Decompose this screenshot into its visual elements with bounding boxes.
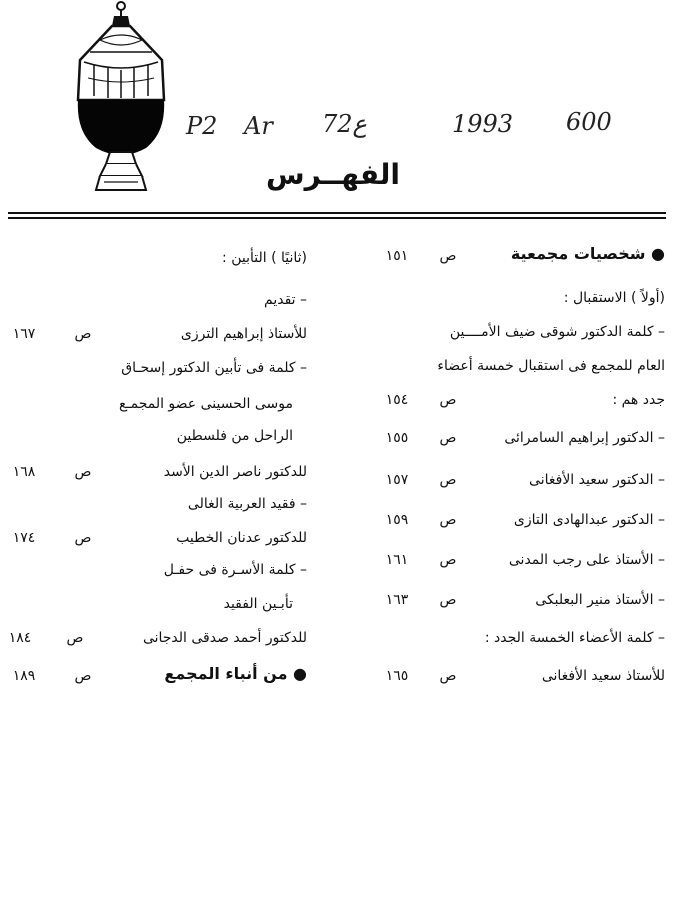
page-abbr: ص: [74, 530, 92, 546]
handwritten-number: 600: [566, 108, 612, 136]
handwritten-code-2: Ar: [244, 112, 273, 140]
lantern-emblem: [70, 0, 172, 196]
toc-entry: – تقديم: [264, 292, 307, 308]
toc-entry: – الدكتور عبدالهادى التازى: [513, 512, 665, 528]
page-number: ١٦٧: [12, 326, 36, 342]
page-abbr: ص: [439, 512, 457, 528]
page-abbr: ص: [439, 430, 457, 446]
divider-line: [8, 212, 666, 214]
toc-entry: – الدكتور إبراهيم السامرائى: [504, 430, 665, 446]
toc-entry: – الأستاذ منير البعلبكى: [535, 592, 665, 608]
page-abbr: ص: [439, 552, 457, 568]
toc-entry: تأبـين الفقيد: [223, 596, 293, 612]
toc-entry: – كلمة الأعضاء الخمسة الجدد :: [484, 630, 665, 646]
toc-entry: – كلمة الدكتور شوقى ضيف الأمــــين: [449, 324, 665, 340]
toc-entry: للدكتور أحمد صدقى الدجانى: [142, 630, 307, 646]
page-abbr: ص: [439, 392, 457, 408]
page-number: ١٨٤: [8, 630, 32, 646]
page-abbr: ص: [439, 248, 457, 264]
toc-entry: موسى الحسينى عضو المجمـع: [119, 396, 293, 412]
page-abbr: ص: [74, 326, 92, 342]
page-abbr: ص: [66, 630, 84, 646]
page-number: ١٥١: [385, 248, 409, 264]
toc-entry: للأستاذ إبراهيم الترزى: [180, 326, 307, 342]
page-abbr: ص: [439, 472, 457, 488]
toc-entry: للأستاذ سعيد الأفغانى: [541, 668, 665, 684]
toc-entry: الراحل من فلسطين: [176, 428, 293, 444]
page-number: ١٦١: [385, 552, 409, 568]
page-abbr: ص: [439, 668, 457, 684]
toc-entry: – كلمة فى تأبين الدكتور إسحـاق: [121, 360, 307, 376]
page-abbr: ص: [439, 592, 457, 608]
handwritten-code-3: 72ع: [322, 110, 367, 138]
section-heading-news: ● من أنباء المجمع: [164, 664, 307, 683]
page-number: ١٥٤: [385, 392, 409, 408]
page-number: ١٨٩: [12, 668, 36, 684]
divider-line: [8, 217, 666, 219]
page-number: ١٦٨: [12, 464, 36, 480]
page-abbr: ص: [74, 464, 92, 480]
page-number: ١٧٤: [12, 530, 36, 546]
toc-entry: للدكتور ناصر الدين الأسد: [163, 464, 307, 480]
page-number: ١٥٧: [385, 472, 409, 488]
toc-entry: – فقيد العربية الغالى: [187, 496, 307, 512]
toc-entry: العام للمجمع فى استقبال خمسة أعضاء: [437, 358, 665, 374]
toc-entry: – كلمة الأسـرة فى حفـل: [163, 562, 307, 578]
toc-entry: للدكتور عدنان الخطيب: [176, 530, 307, 546]
toc-entry: – الدكتور سعيد الأفغانى: [529, 472, 665, 488]
toc-entry: جدد هم :: [612, 392, 665, 408]
page-number: ١٦٥: [385, 668, 409, 684]
subsection-eulogy: (ثانيًا ) التأبين :: [222, 250, 307, 266]
section-heading-personalities: ● شخصيات مجمعية: [510, 244, 665, 263]
page-title: الفهــرس: [266, 158, 400, 191]
page-abbr: ص: [74, 668, 92, 684]
page-number: ١٥٩: [385, 512, 409, 528]
handwritten-year: 1993: [452, 110, 514, 138]
page-number: ١٦٣: [385, 592, 409, 608]
subsection-reception: (أولاً ) الاستقبال :: [563, 290, 665, 306]
toc-entry: – الأستاذ على رجب المدنى: [508, 552, 665, 568]
page-number: ١٥٥: [385, 430, 409, 446]
handwritten-code-1: P2: [186, 112, 218, 140]
